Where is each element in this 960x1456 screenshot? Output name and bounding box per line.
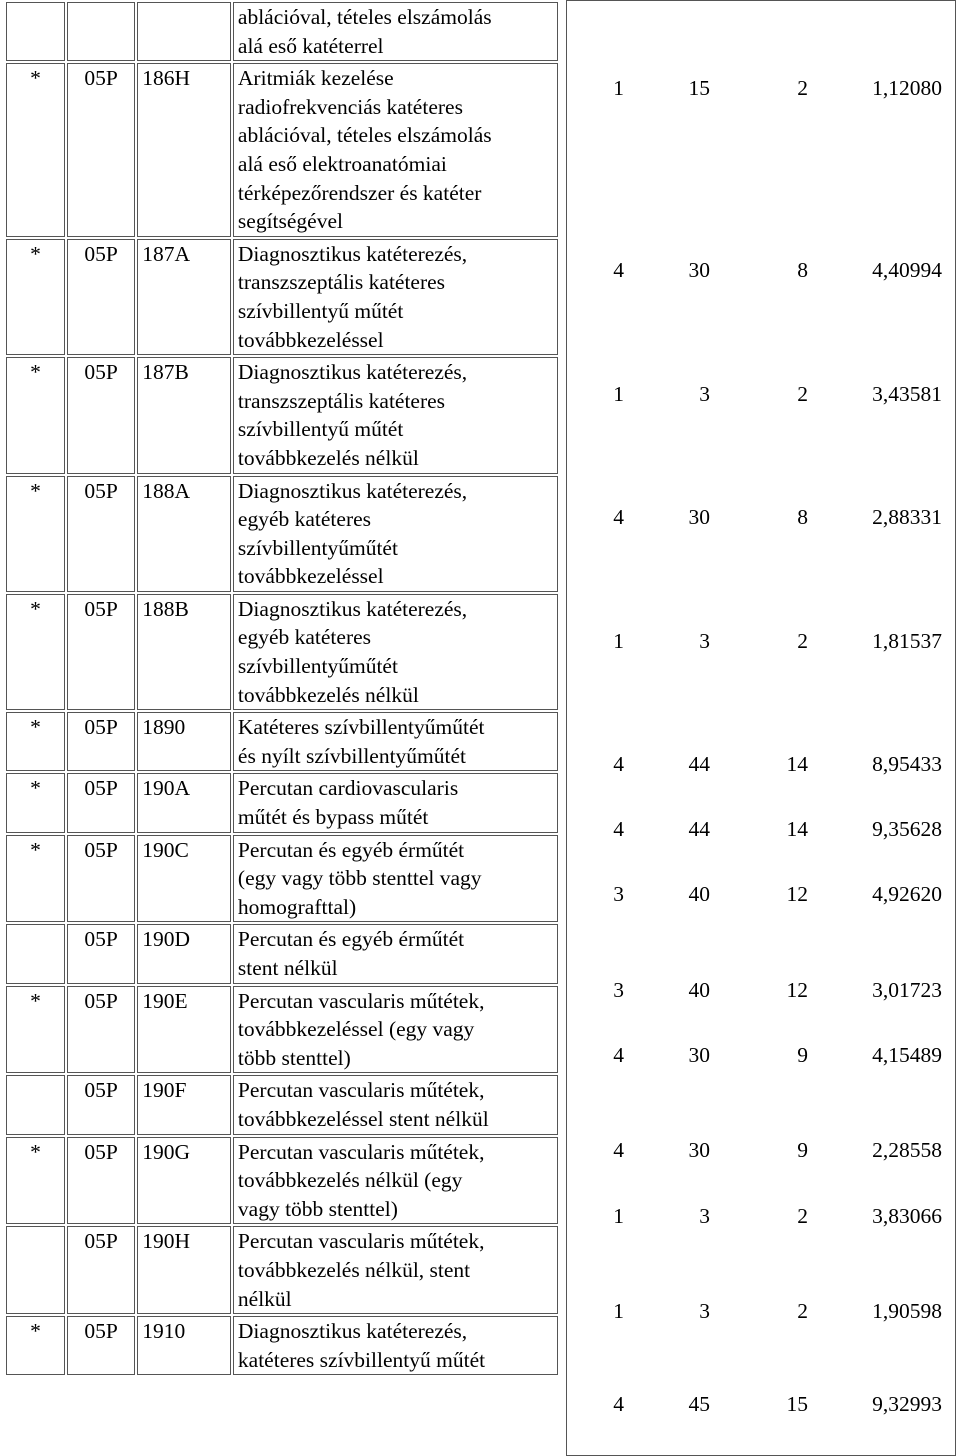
value-cell: 1,81537 (872, 629, 942, 653)
value-row (566, 627, 956, 655)
description-line: segítségével (237, 209, 343, 234)
value-cell: 14 (786, 752, 808, 776)
value-cell: 3 (699, 382, 710, 406)
description-line: továbbkezeléssel (237, 327, 384, 352)
value-cell: 4 (613, 1392, 624, 1416)
value-cell: 4 (613, 1043, 624, 1067)
row-marker: * (6, 835, 65, 923)
value-cell: 8,95433 (872, 752, 942, 776)
description-line: szívbillentyű műtét (237, 298, 404, 323)
value-cell: 2,28558 (872, 1138, 942, 1162)
value-cell: 4,40994 (872, 258, 942, 282)
description-line: Percutan vascularis műtétek, (237, 1229, 485, 1254)
code-prefix: 05P (67, 1075, 135, 1134)
description-line: Diagnosztikus katéterezés, (237, 478, 468, 503)
code-suffix: 186H (137, 63, 231, 237)
value-cell: 3 (613, 882, 624, 906)
description-line: Diagnosztikus katéterezés, (237, 596, 468, 621)
description-line: alá eső elektroanatómiai (237, 151, 447, 176)
description-line: továbbkezelés nélkül, stent (237, 1257, 471, 1282)
value-row (566, 503, 956, 531)
value-cell: 3 (699, 629, 710, 653)
description (233, 357, 558, 473)
table-row (6, 357, 558, 473)
code-prefix: 05P (67, 1226, 135, 1314)
code-prefix: 05P (67, 63, 135, 237)
code-prefix: 05P (67, 1137, 135, 1225)
code-prefix (67, 2, 135, 61)
description-line: továbbkezelés nélkül (egy (237, 1168, 463, 1193)
description-line: Diagnosztikus katéterezés, (237, 360, 468, 385)
description-line: szívbillentyű műtét (237, 417, 404, 442)
value-cell: 1 (613, 1299, 624, 1323)
description-line: továbbkezeléssel stent nélkül (237, 1106, 489, 1131)
description (233, 1075, 558, 1134)
description-line: Percutan és egyéb érműtét (237, 837, 465, 862)
description-line: egyéb katéteres (237, 625, 372, 650)
description (233, 1226, 558, 1314)
code-suffix: 190C (137, 835, 231, 923)
value-cell: 3 (699, 1299, 710, 1323)
description (233, 63, 558, 237)
description-line: nélkül (237, 1286, 292, 1311)
value-cell: 2 (797, 1299, 808, 1323)
description (233, 2, 558, 61)
table-row (6, 63, 558, 237)
procedure-table-body (6, 2, 558, 1375)
value-row (566, 1390, 956, 1418)
description (233, 986, 558, 1074)
row-marker (6, 1075, 65, 1134)
description (233, 1137, 558, 1225)
description (233, 1316, 558, 1375)
value-cell: 2 (797, 629, 808, 653)
description-line: Percutan cardiovascularis (237, 776, 459, 801)
code-suffix: 190E (137, 986, 231, 1074)
value-row (566, 880, 956, 908)
code-suffix: 190F (137, 1075, 231, 1134)
code-prefix: 05P (67, 712, 135, 771)
description (233, 476, 558, 592)
description-line: Percutan vascularis műtétek, (237, 1078, 485, 1103)
value-cell: 2 (797, 1204, 808, 1228)
code-prefix: 05P (67, 773, 135, 832)
description-line: katéteres szívbillentyű műtét (237, 1347, 486, 1372)
value-cell: 1,90598 (872, 1299, 942, 1323)
description-line: vagy több stenttel) (237, 1196, 398, 1221)
value-cell: 3,43581 (872, 382, 942, 406)
code-prefix: 05P (67, 835, 135, 923)
row-marker: * (6, 594, 65, 710)
code-suffix: 187B (137, 357, 231, 473)
value-cell: 1,12080 (872, 76, 942, 100)
description (233, 773, 558, 832)
values-column (566, 0, 956, 1456)
description-line: ablációval, tételes elszámolás (237, 123, 492, 148)
description-line: Katéteres szívbillentyűműtét (237, 715, 485, 740)
table-row (6, 2, 558, 61)
value-cell: 4 (613, 505, 624, 529)
code-suffix: 187A (137, 239, 231, 355)
value-row (566, 256, 956, 284)
description (233, 835, 558, 923)
row-marker: * (6, 773, 65, 832)
code-prefix: 05P (67, 986, 135, 1074)
procedure-table (4, 0, 560, 1377)
description-line: Diagnosztikus katéterezés, (237, 1319, 468, 1344)
description-line: szívbillentyűműtét (237, 535, 398, 560)
value-cell: 3 (613, 978, 624, 1002)
row-marker (6, 1226, 65, 1314)
value-cell: 30 (688, 505, 710, 529)
value-cell: 9 (797, 1043, 808, 1067)
value-cell: 3,83066 (872, 1204, 942, 1228)
value-cell: 3,01723 (872, 978, 942, 1002)
value-cell: 4 (613, 752, 624, 776)
table-row (6, 712, 558, 771)
code-suffix: 190G (137, 1137, 231, 1225)
description-line: Percutan vascularis műtétek, (237, 1139, 485, 1164)
description (233, 712, 558, 771)
table-row (6, 835, 558, 923)
value-cell: 45 (688, 1392, 710, 1416)
code-prefix: 05P (67, 239, 135, 355)
description-line: továbbkezelés nélkül (237, 682, 419, 707)
value-cell: 30 (688, 1043, 710, 1067)
value-cell: 8 (797, 505, 808, 529)
code-suffix: 1910 (137, 1316, 231, 1375)
table-row (6, 476, 558, 592)
code-suffix: 190A (137, 773, 231, 832)
value-row (566, 976, 956, 1004)
code-suffix (137, 2, 231, 61)
row-marker: * (6, 476, 65, 592)
row-marker: * (6, 712, 65, 771)
value-cell: 15 (786, 1392, 808, 1416)
value-cell: 4 (613, 817, 624, 841)
value-cell: 12 (786, 882, 808, 906)
code-prefix: 05P (67, 476, 135, 592)
table-row (6, 594, 558, 710)
description-line: transzszeptális katéteres (237, 270, 446, 295)
code-prefix: 05P (67, 594, 135, 710)
code-suffix: 188A (137, 476, 231, 592)
row-marker (6, 924, 65, 983)
value-cell: 4,92620 (872, 882, 942, 906)
value-row (566, 74, 956, 102)
description-line: Diagnosztikus katéterezés, (237, 241, 468, 266)
description-line: egyéb katéteres (237, 507, 372, 532)
description-line: ablációval, tételes elszámolás (237, 5, 492, 29)
table-row (6, 986, 558, 1074)
code-suffix: 190H (137, 1226, 231, 1314)
row-marker: * (6, 1316, 65, 1375)
description-line: Percutan és egyéb érműtét (237, 927, 465, 952)
description-line: stent nélkül (237, 956, 338, 980)
row-marker: * (6, 357, 65, 473)
value-cell: 2 (797, 76, 808, 100)
description-line: és nyílt szívbillentyűműtét (237, 743, 467, 768)
value-row (566, 1202, 956, 1230)
description-line: transzszeptális katéteres (237, 388, 446, 413)
description-line: Percutan vascularis műtétek, (237, 988, 485, 1013)
description-line: műtét és bypass műtét (237, 805, 429, 830)
description-line: térképezőrendszer és katéter (237, 180, 482, 205)
value-cell: 9,35628 (872, 817, 942, 841)
description-line: továbbkezeléssel (egy vagy (237, 1017, 475, 1042)
table-row (6, 1075, 558, 1134)
value-cell: 15 (688, 76, 710, 100)
description (233, 594, 558, 710)
row-marker: * (6, 1137, 65, 1225)
table-row (6, 1137, 558, 1225)
value-cell: 4 (613, 258, 624, 282)
table-row (6, 1226, 558, 1314)
value-cell: 44 (688, 752, 710, 776)
value-row (566, 380, 956, 408)
value-row (566, 1136, 956, 1164)
description-line: továbbkezelés nélkül (237, 445, 419, 470)
code-prefix: 05P (67, 1316, 135, 1375)
description-line: homografttal) (237, 894, 357, 919)
value-cell: 4,15489 (872, 1043, 942, 1067)
code-prefix: 05P (67, 924, 135, 983)
description-line: alá eső katéterrel (237, 33, 384, 58)
value-row (566, 815, 956, 843)
table-row (6, 239, 558, 355)
value-cell: 8 (797, 258, 808, 282)
row-marker (6, 2, 65, 61)
value-cell: 30 (688, 258, 710, 282)
value-cell: 1 (613, 1204, 624, 1228)
value-row (566, 750, 956, 778)
description-line: több stenttel) (237, 1045, 351, 1070)
value-cell: 9,32993 (872, 1392, 942, 1416)
code-suffix: 1890 (137, 712, 231, 771)
row-marker: * (6, 239, 65, 355)
table-row (6, 773, 558, 832)
row-marker: * (6, 986, 65, 1074)
description-line: (egy vagy több stenttel vagy (237, 866, 482, 891)
value-cell: 2 (797, 382, 808, 406)
value-cell: 1 (613, 382, 624, 406)
table-row (6, 1316, 558, 1375)
code-suffix: 190D (137, 924, 231, 983)
value-cell: 1 (613, 76, 624, 100)
value-cell: 14 (786, 817, 808, 841)
description-line: továbbkezeléssel (237, 564, 384, 589)
value-cell: 40 (688, 882, 710, 906)
value-row (566, 1297, 956, 1325)
description (233, 924, 558, 983)
code-prefix: 05P (67, 357, 135, 473)
value-row (566, 1041, 956, 1069)
description (233, 239, 558, 355)
value-cell: 3 (699, 1204, 710, 1228)
description-line: szívbillentyűműtét (237, 654, 398, 679)
value-cell: 1 (613, 629, 624, 653)
value-cell: 12 (786, 978, 808, 1002)
value-cell: 9 (797, 1138, 808, 1162)
value-cell: 30 (688, 1138, 710, 1162)
table-row (6, 924, 558, 983)
description-line: Aritmiák kezelése (237, 66, 394, 91)
value-cell: 44 (688, 817, 710, 841)
value-cell: 40 (688, 978, 710, 1002)
description-line: radiofrekvenciás katéteres (237, 94, 463, 119)
row-marker: * (6, 63, 65, 237)
value-cell: 4 (613, 1138, 624, 1162)
code-suffix: 188B (137, 594, 231, 710)
value-cell: 2,88331 (872, 505, 942, 529)
